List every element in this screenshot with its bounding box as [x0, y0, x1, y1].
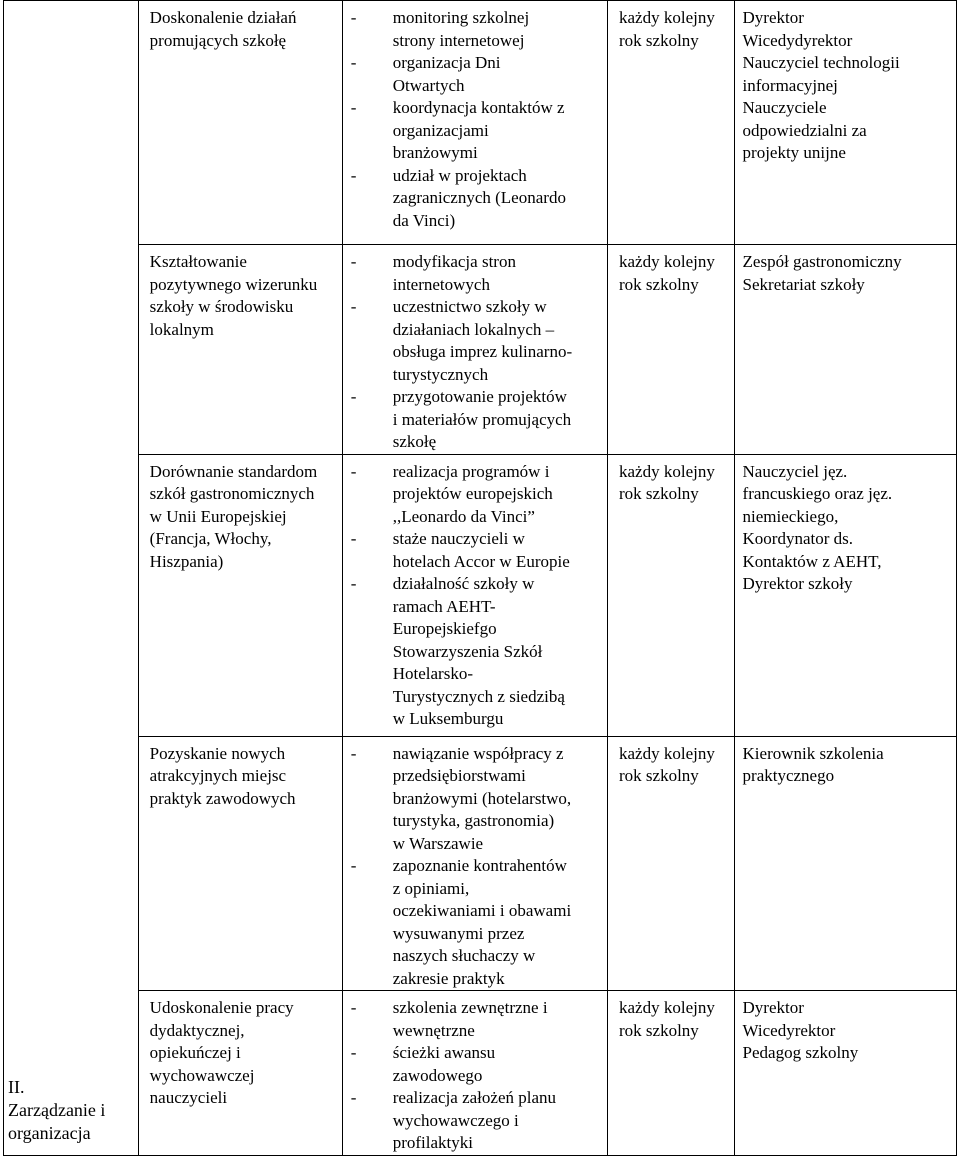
plan-table [3, 0, 957, 1156]
list-item: - realizacja założeń planu wychowawczego i profilaktyki [347, 1087, 603, 1155]
goal-cell [138, 245, 342, 455]
term-cell [608, 736, 735, 991]
list-item: - działalność szkoły w ramach AEHT- Europejskiefgo Stowarzyszenia Szkół Hotelarsko- Turystycznych z siedzibą w Luksemburgu [347, 573, 603, 731]
term-cell [608, 991, 735, 1156]
goal-cell [138, 1, 342, 245]
goal-text: Kształtowanie pozytywnego wizerunku szkoły w środowisku lokalnym [149, 252, 318, 339]
responsible-text: Zespół gastronomiczny Sekretariat szkoły [742, 252, 902, 294]
activities-cell [342, 736, 607, 991]
term-cell [608, 1, 735, 245]
table-row [4, 1, 957, 245]
goal-cell [138, 991, 342, 1156]
responsible-text: Dyrektor Wicedyrektor Pedagog szkolny [742, 998, 859, 1062]
term-text: każdy kolejny rok szkolny [619, 252, 715, 294]
table-row [4, 736, 957, 991]
list-item: - ścieżki awansu zawodowego [347, 1042, 603, 1087]
responsible-cell [734, 245, 956, 455]
goal-text: Pozyskanie nowych atrakcyjnych miejsc praktyk zawodowych [149, 743, 296, 808]
goal-text: Doskonalenie działań promujących szkołę [149, 8, 297, 50]
term-text: każdy kolejny rok szkolny [619, 461, 715, 503]
term-text: każdy kolejny rok szkolny [619, 8, 715, 50]
list-item: - szkolenia zewnętrzne i wewnętrzne [347, 997, 603, 1042]
goal-cell [138, 736, 342, 991]
list-item: - koordynacja kontaktów z organizacjami branżowymi [347, 97, 603, 165]
activity-list [343, 245, 607, 454]
responsible-cell [734, 1, 956, 245]
goal-text: Udoskonalenie pracy dydaktycznej, opiekuńczej i wychowawczej nauczycieli [149, 998, 294, 1107]
list-item: - przygotowanie projektów i materiałów promujących szkołę [347, 386, 603, 454]
list-item: - realizacja programów i projektów europejskich ,,Leonardo da Vinci” [347, 461, 603, 529]
activities-cell [342, 245, 607, 455]
section-cell [4, 1, 139, 1156]
list-item: - udział w projektach zagranicznych (Leonardo da Vinci) [347, 165, 603, 233]
term-cell [608, 454, 735, 736]
responsible-text: Kierownik szkolenia praktycznego [742, 743, 884, 785]
section-label: II. Zarządzanie i organizacja [8, 1076, 106, 1143]
responsible-cell [734, 736, 956, 991]
table-row [4, 245, 957, 455]
activity-list [343, 455, 607, 731]
list-item: - organizacja Dni Otwartych [347, 52, 603, 97]
responsible-text: Nauczyciel jęz. francuskiego oraz jęz. niemieckiego, Koordynator ds. Kontaktów z AEHT, Dyrektor szkoły [742, 461, 893, 593]
goal-text: Dorównanie standardom szkół gastronomicznych w Unii Europejskiej (Francja, Włochy, Hiszpania) [149, 461, 318, 571]
responsible-cell [734, 454, 956, 736]
term-cell [608, 245, 735, 455]
activities-cell [342, 454, 607, 736]
activity-list [343, 991, 607, 1155]
term-text: każdy kolejny rok szkolny [619, 998, 715, 1040]
list-item: - zapoznanie kontrahentów z opiniami, oczekiwaniami i obawami wysuwanymi przez naszych słuchaczy w zakresie praktyk [347, 855, 603, 990]
list-item: - staże nauczycieli w hotelach Accor w Europie [347, 528, 603, 573]
list-item: - monitoring szkolnej strony internetowej [347, 7, 603, 52]
activities-cell [342, 991, 607, 1156]
table-row [4, 454, 957, 736]
term-text: każdy kolejny rok szkolny [619, 743, 715, 785]
responsible-cell [734, 991, 956, 1156]
list-item: - nawiązanie współpracy z przedsiębiorstwami branżowymi (hotelarstwo, turystyka, gastronomia) w Warszawie [347, 743, 603, 856]
activity-list [343, 737, 607, 991]
activity-list [343, 1, 607, 232]
list-item: - uczestnictwo szkoły w działaniach lokalnych – obsługa imprez kulinarno- turystycznych [347, 296, 603, 386]
goal-cell [138, 454, 342, 736]
activities-cell [342, 1, 607, 245]
responsible-text: Dyrektor Wicedydyrektor Nauczyciel technologii informacyjnej Nauczyciele odpowiedzialni za projekty unijne [742, 8, 900, 162]
list-item: - modyfikacja stron internetowych [347, 251, 603, 296]
table-row [4, 991, 957, 1156]
